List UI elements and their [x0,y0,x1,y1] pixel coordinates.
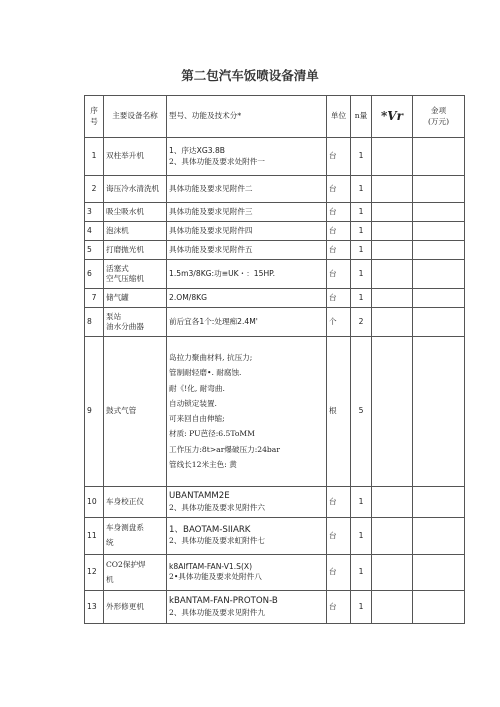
spec-line: 自动锁定装置. [169,398,217,408]
table-row [85,289,465,308]
amount-cell [413,222,465,241]
quantity-cell: 1 [351,203,372,222]
row-number: 1 [85,138,104,176]
amount-cell [413,337,465,487]
header-qty: n量 [351,96,372,138]
spec-cell [167,222,327,241]
document-title: 第二包汽车饭喷设备清单 [181,68,319,83]
header-row [85,96,465,138]
equipment-name [104,337,167,487]
spec-line: UBANTAMM2E [169,491,230,502]
table-body [85,138,465,624]
amount-cell [413,176,465,203]
spec-line: 材质: PU芭径:6.5ToMM [169,429,255,439]
unit-cell: 个 [327,308,351,337]
table-row [85,487,465,518]
equipment-table [84,95,465,624]
spec-line: 1、序达XG3.8B [169,146,225,156]
header-vr: *Vr [372,96,413,138]
spec-line: 岛拉力聚曲材料, 抗压力; [169,353,253,362]
row-number: 11 [85,518,104,555]
spec-line: 具体功能及要求见附件三 [169,206,253,216]
spec-cell [167,487,327,518]
equipment-name-line: 双柱举升机 [106,151,144,161]
equipment-name [104,203,167,222]
quantity-cell: 5 [351,337,372,487]
quantity-cell: 1 [351,554,372,591]
equipment-name-line: CO2保护焊 [106,559,146,569]
quantity-cell: 1 [351,289,372,308]
equipment-name-line: 车身校正仪 [106,496,144,506]
vr-cell [372,487,413,518]
unit-cell: 台 [327,289,351,308]
amount-cell [413,260,465,289]
row-number: 10 [85,487,104,518]
spec-cell [167,138,327,176]
spec-cell [167,176,327,203]
spec-line: 2、具体功能及要求处附件一 [169,156,265,166]
spec-cell [167,518,327,555]
row-number: 12 [85,554,104,591]
spec-cell [167,308,327,337]
spec-line: 2、具体功能及要求虹附件七 [169,536,265,546]
equipment-name [104,222,167,241]
unit-cell: 台 [327,222,351,241]
table-row [85,260,465,289]
amount-cell [413,591,465,624]
vr-cell [372,308,413,337]
equipment-name [104,554,167,591]
spec-cell [167,289,327,308]
table-row [85,554,465,591]
equipment-name-line: 活塞式 [106,263,129,273]
amount-cell [413,308,465,337]
equipment-name-line: 统 [106,538,114,548]
table-row [85,222,465,241]
row-number: 9 [85,337,104,487]
unit-cell: 台 [327,554,351,591]
equipment-name-line: 机 [106,574,114,584]
spec-line: 具体功能及要求见附件二 [169,183,253,193]
spec-line: 耐《!化, 耐弯曲. [169,383,225,393]
amount-cell [413,487,465,518]
unit-cell: 台 [327,241,351,260]
equipment-name [104,260,167,289]
table-row [85,518,465,555]
unit-cell: 台 [327,176,351,203]
equipment-name-line: 泵站 [106,311,122,321]
equipment-name-line: 吸尘吸水机 [106,206,144,216]
quantity-cell: 1 [351,176,372,203]
table-row [85,337,465,487]
equipment-name-line: 打磨抛光机 [106,244,144,254]
equipment-name-line: 油水分曲器 [106,322,144,331]
spec-line: 1、BAOTAM-SIIARK [169,524,251,535]
spec-cell [167,260,327,289]
vr-cell [372,554,413,591]
vr-cell [372,241,413,260]
row-number: 13 [85,591,104,624]
amount-cell [413,554,465,591]
unit-cell: 根 [327,337,351,487]
amount-cell [413,289,465,308]
amount-cell [413,203,465,222]
header-unit: 单位 [327,96,351,138]
vr-cell [372,289,413,308]
equipment-name [104,518,167,555]
spec-cell [167,554,327,591]
spec-line: k8AIfTAM-FAN-V1.S(X) [169,562,253,571]
vr-cell [372,591,413,624]
table-row [85,591,465,624]
spec-line: 2、具体功能及要求见附件六 [169,502,265,512]
row-number: 5 [85,241,104,260]
spec-line: 2、具体功能及要求见附件九 [169,607,265,617]
spec-line: 2•具体功能及要求处附件八 [169,572,262,582]
spec-cell [167,241,327,260]
equipment-name-line: 鼓式气管 [106,406,137,416]
header-spec: 型号、功能及技术分* [167,96,327,138]
vr-cell [372,222,413,241]
equipment-name [104,487,167,518]
spec-line: 工作压力:8t>ar爆破压力:24bar [169,444,280,454]
header-amount-line1: 金项 [430,106,447,116]
spec-line: 管制耐轻磨•. 耐腐蚀. [169,368,242,378]
row-number: 6 [85,260,104,289]
equipment-name [104,308,167,337]
spec-line: 具体功能及要求见附件五 [169,244,253,254]
header-amount [413,96,465,138]
equipment-name-line: 泡沫机 [106,225,129,235]
vr-cell [372,138,413,176]
spec-cell [167,203,327,222]
unit-cell: 台 [327,203,351,222]
spec-line: 可来回自由伸缩; [169,414,225,423]
spec-line: 前后宜各1个:处理痴2.4M' [169,316,258,326]
vr-cell [372,203,413,222]
spec-line: 1.5m3/8KG:功≡UK・：15HP. [169,268,275,278]
row-number: 3 [85,203,104,222]
equipment-name [104,176,167,203]
unit-cell: 台 [327,518,351,555]
row-number: 7 [85,289,104,308]
quantity-cell: 1 [351,591,372,624]
table-row [85,176,465,203]
header-name: 主要设备名称 [104,96,167,138]
amount-cell [413,138,465,176]
table-row [85,308,465,337]
row-number: 4 [85,222,104,241]
header-amount-line2: (万元) [427,116,450,126]
equipment-name [104,241,167,260]
vr-cell [372,260,413,289]
equipment-name-line: 车身测盘系 [106,523,144,532]
spec-cell [167,591,327,624]
amount-cell [413,518,465,555]
vr-cell [372,337,413,487]
table-row [85,241,465,260]
unit-cell: 台 [327,260,351,289]
quantity-cell: 1 [351,487,372,518]
row-number: 2 [85,176,104,203]
spec-line: 具体功能及要求见附件四 [169,225,253,235]
equipment-name-line: 储气罐 [106,292,129,302]
quantity-cell: 1 [351,518,372,555]
unit-cell: 台 [327,591,351,624]
equipment-name [104,138,167,176]
equipment-name-line: 空气压缩机 [106,274,144,283]
table-row [85,203,465,222]
quantity-cell: 1 [351,241,372,260]
equipment-name-line: 诲压冷水清洗机 [106,183,160,193]
spec-line: 2.OM/8KG [169,292,208,302]
table-row [85,138,465,176]
equipment-name [104,591,167,624]
equipment-name [104,289,167,308]
amount-cell [413,241,465,260]
quantity-cell: 1 [351,260,372,289]
vr-cell [372,518,413,555]
quantity-cell: 1 [351,138,372,176]
spec-line: kBANTAM-FAN-PROTON-B [169,596,278,607]
row-number: 8 [85,308,104,337]
spec-cell [167,337,327,487]
quantity-cell: 1 [351,222,372,241]
unit-cell: 台 [327,138,351,176]
quantity-cell: 2 [351,308,372,337]
header-seq: 序号 [85,96,104,138]
vr-cell [372,176,413,203]
equipment-name-line: 外形修更机 [106,601,144,611]
unit-cell: 台 [327,487,351,518]
spec-line: 管线长12米主色: 黄 [169,459,237,469]
